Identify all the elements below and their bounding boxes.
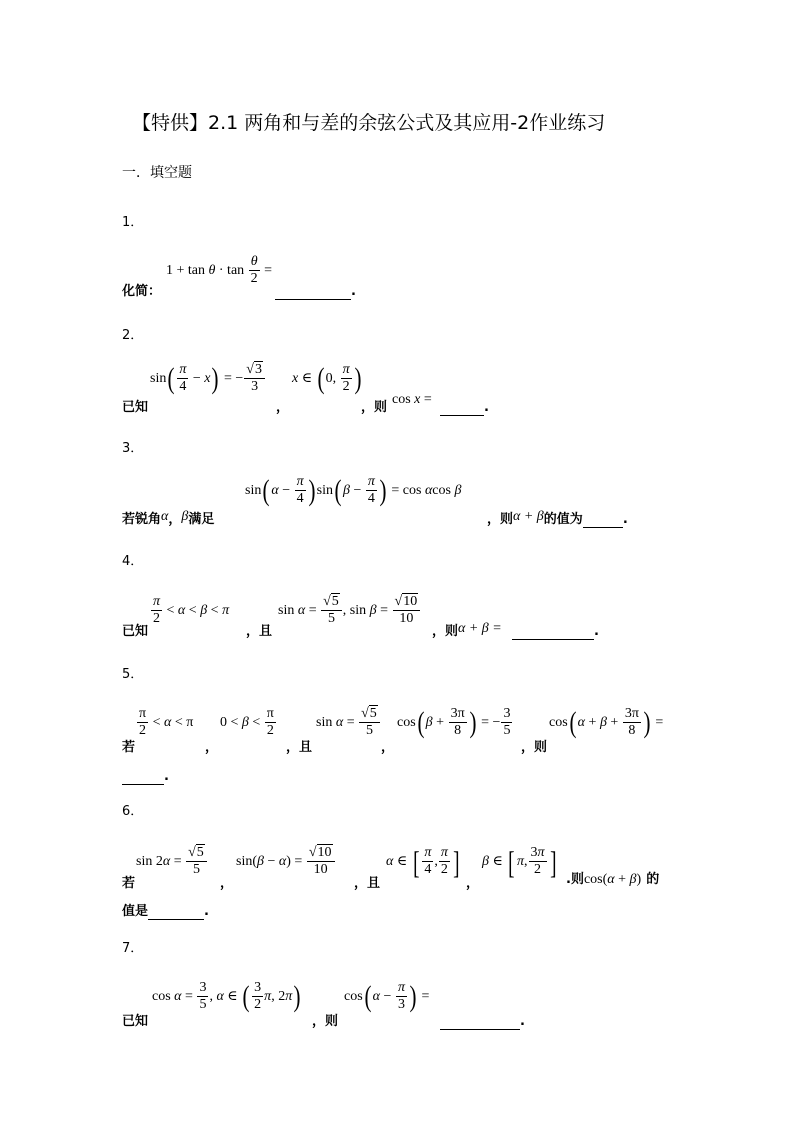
question-4-end: . <box>594 624 599 639</box>
question-6-comma-2: ， <box>466 876 480 891</box>
question-4-and: ，且 <box>246 624 273 639</box>
question-3-tail: 的值为 <box>543 512 583 527</box>
question-5-target: cos( α + β + $\frac{3\pi}{8}$ ) = <box>549 705 664 739</box>
question-2-formula-sin: sin( $\frac{\pi}{4}$ − x) = − $\frac{√3}{3}$ <box>150 362 266 395</box>
question-7-given: cos α = $\frac{3}{5}$ , α ∈ ( $\frac{3}{2}$ π, 2π) <box>152 979 301 1013</box>
question-4-alpha-plus-beta: α + β = <box>458 621 502 636</box>
question-6-and: ，且 <box>354 876 381 891</box>
page-title: 【特供】2.1 两角和与差的余弦公式及其应用-2作业练习 <box>132 112 606 134</box>
question-6-sin-diff: sin(β − α) = $\frac{√10}{10}$ <box>236 845 336 878</box>
question-6-then: .则 <box>566 872 584 887</box>
question-5-answer-blank[interactable] <box>122 765 164 785</box>
question-6-target: cos(α + β) <box>583 872 642 887</box>
question-4-formula: sin α = $\frac{√5}{5}$ , sin β = $\frac{√10}{10}$ <box>278 594 421 627</box>
question-4-answer-blank[interactable] <box>512 620 594 640</box>
question-5-and: ，且 <box>286 740 313 755</box>
beta-symbol: β <box>181 509 189 524</box>
question-5-lead: 若 <box>122 740 136 755</box>
question-3-mid: 满足 <box>188 512 215 527</box>
question-2-lead: 已知 <box>122 400 149 415</box>
question-1-lead: 化简： <box>122 284 162 299</box>
question-3-number: 3． <box>122 441 144 456</box>
question-3-lead: 若锐角 <box>122 512 162 527</box>
question-5-comma-2: ， <box>381 740 395 755</box>
question-5-number: 5． <box>122 667 144 682</box>
question-6-alpha-range: α ∈ [ $\frac{\pi}{4}$ , $\frac{\pi}{2}$ ] <box>386 843 460 880</box>
question-1-answer-blank[interactable] <box>275 280 351 300</box>
question-5-then: ，则 <box>521 740 548 755</box>
question-5-end: . <box>164 769 169 784</box>
question-2-number: 2． <box>122 328 144 343</box>
question-6-answer-blank[interactable] <box>148 900 204 920</box>
question-7-answer-blank[interactable] <box>440 1010 520 1030</box>
question-4-range: $\frac{\pi}{2}$ < α < β < π <box>153 594 230 627</box>
question-3-formula: sin( α − $\frac{\pi}{4}$ ) sin( β − $\frac{\pi}{4}$ ) = cos αcos β <box>245 473 462 507</box>
question-1-end: . <box>351 284 356 299</box>
question-2-end: . <box>484 400 489 415</box>
question-6-lead: 若 <box>122 876 136 891</box>
alpha-symbol: α <box>161 509 169 524</box>
question-7-lead: 已知 <box>122 1014 149 1029</box>
question-7-end: . <box>520 1014 525 1029</box>
question-5-sin: sin α = $\frac{√5}{5}$ <box>316 706 381 739</box>
question-5-alpha-range: $\frac{\pi}{2}$ < α < π <box>139 706 194 739</box>
question-2-separator: ， <box>276 400 290 415</box>
question-2-formula-domain: x ∈ ( 0, $\frac{\pi}{2}$ ) <box>292 361 362 395</box>
question-6-beta-range: β ∈ [ π, $\frac{3\pi}{2}$ ] <box>482 843 557 880</box>
question-4-then: ，则 <box>432 624 459 639</box>
question-4-lead: 已知 <box>122 624 149 639</box>
question-7-then: ，则 <box>312 1014 339 1029</box>
question-7-number: 7． <box>122 941 144 956</box>
question-3-end: . <box>622 512 628 527</box>
question-3-comma: ， <box>168 512 182 527</box>
question-7-target: cos( α − $\frac{\pi}{3}$ ) = <box>344 979 430 1013</box>
question-6-comma-1: ， <box>220 876 234 891</box>
question-6-end: . <box>204 904 209 919</box>
question-3-then: ，则 <box>487 512 514 527</box>
question-2-answer-blank[interactable] <box>440 396 484 416</box>
question-5-cos: cos( β + $\frac{3\pi}{8}$ ) = − $\frac{3}{5}$ <box>397 705 511 739</box>
question-6-sin2a: sin 2α = $\frac{√5}{5}$ <box>136 845 208 878</box>
question-4-number: 4． <box>122 554 144 569</box>
question-6-number: 6． <box>122 804 144 819</box>
question-1-number: 1． <box>122 215 144 230</box>
question-5-comma-1: ， <box>205 740 219 755</box>
section-heading: 一．填空题 <box>122 165 192 181</box>
question-5-beta-range: 0 < β < $\frac{\pi}{2}$ <box>220 706 274 739</box>
question-1-formula: 1 + tan θ · tan $\frac{\theta}{2}$ = <box>166 254 273 287</box>
question-6-tail: 的 <box>646 872 660 887</box>
question-2-then: ，则 <box>361 400 388 415</box>
question-6-value-label: 值是 <box>122 904 149 919</box>
question-2-cos: cos x = <box>392 392 432 407</box>
question-3-alpha-plus-beta: α + β <box>513 509 544 524</box>
question-3-answer-blank[interactable] <box>583 508 623 528</box>
